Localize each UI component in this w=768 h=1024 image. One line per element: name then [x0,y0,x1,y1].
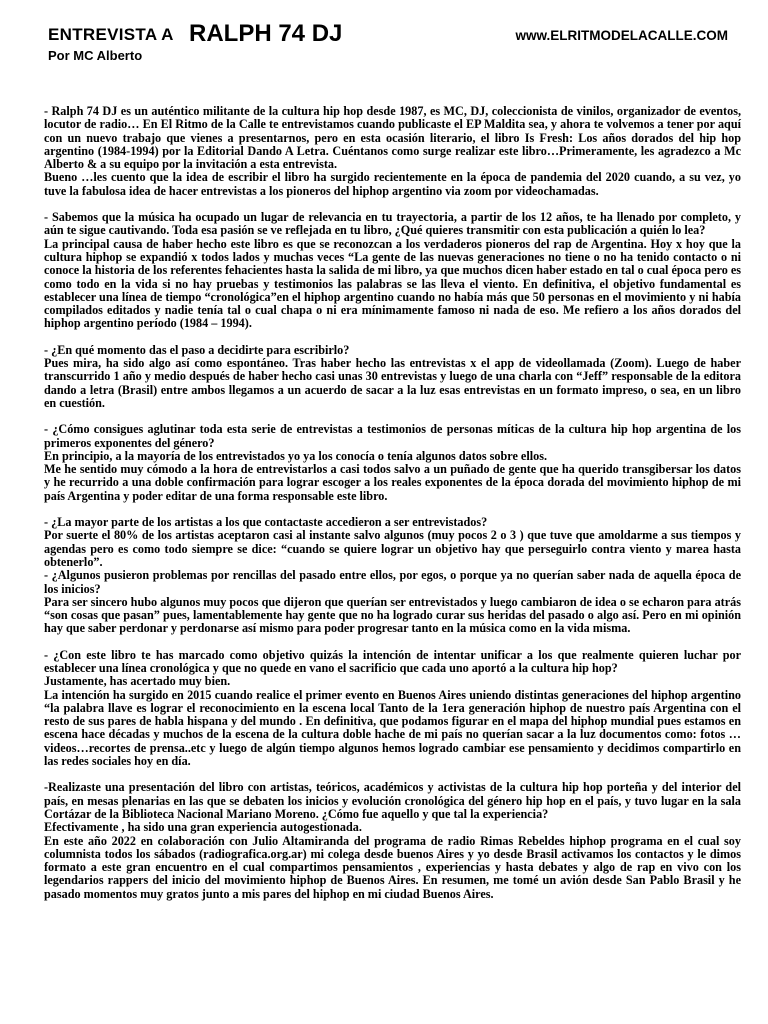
paragraph-line: Bueno …les cuento que la idea de escribir el libro ha surgido recientemente en la época de pandemia del 2020 cuando, a su vez, yo tuve la fabulosa idea de hacer entrevistas a los pioneros del hiphop argentino via zoom por videochamadas. [44,170,741,198]
paragraph-line: En principio, a la mayoría de los entrevistados yo ya los conocía o tenía algunos datos sobre ellos. [44,448,547,463]
paragraph-lead: - ¿Cómo consigues aglutinar toda esta serie de entrevistas a testimonios de personas míticas de la cultura hip hop argentina de los primeros exponentes del género? [44,422,741,450]
paragraph-line: Pues mira, ha sido algo así como espontáneo. Tras haber hecho las entrevistas x el app de videollamada (Zoom). Luego de haber transcurrido 1 año y medio después de haber hecho casi unas 30 entrevistas y luego de una charla con “Jeff” responsable de la editora dando a letra (Brasil) entre ambos llegamos a un acuerdo de sacar a la luz esas entrevistas en un formato impreso, o sea, en un libro en cuestión. [44,356,741,410]
document-header [48,20,738,63]
title-line [48,20,738,48]
paragraph-line: Justamente, has acertado muy bien. [44,674,231,689]
paragraph-line: Efectivamente , ha sido una gran experiencia autogestionada. [44,820,362,835]
paragraph-lead: - ¿En qué momento das el paso a decidirte para escribirlo? [44,342,350,357]
paragraph-line: - ¿Algunos pusieron problemas por rencillas del pasado entre ellos, por egos, o porque ya no querían saber nada de aquella época de los inicios? [44,568,741,596]
paragraph-line: Me he sentido muy cómodo a la hora de entrevistarlos a casi todos salvo a un puñado de gente que ha querido transgibersar los datos y he recurrido a una doble confirmación para lograr escoger a los reales exponentes de la época dorada del movimiento hiphop de mi país Argentina y poder editar de una forma responsable este libro. [44,462,741,503]
article-paragraph [44,781,741,901]
article-paragraph [44,516,741,636]
paragraph-line: La intención ha surgido en 2015 cuando realice el primer evento en Buenos Aires uniendo distintas generaciones del hiphop argentino “la palabra llave es lograr el reconocimiento en la escena local Tanto de la 1era generación hiphop de nuestro país Argentina con el resto de sus pares de habla hispana y del mundo . En definitiva, que podamos figurar en el mapa del hiphop mundial pues estamos en escena hace décadas y muchos de la escena de la cultura doble hache de mi país no querían sacar a la luz documentos como: fotos …videos…recortes de prensa..etc y luego de algún tiempo algunos hemos logrado cambiar ese pensamiento y decidimos compartirlo en las redes sociales hoy en día. [44,687,741,769]
title-name: RALPH 74 DJ [189,20,343,47]
article-paragraph [44,423,741,503]
paragraph-lead: - Ralph 74 DJ es un auténtico militante de la cultura hip hop desde 1987, es MC, DJ, coleccionista de vinilos, organizador de eventos, locutor de radio… En El Ritmo de la Calle te entrevistamos cuando publicaste el EP Maldita sea, y ahora te volvemos a tener por aquí con un nuevo trabajo que vienes a presentarnos, pero en esta ocasión literario, el libro Is Fresh: Los años dorados del hip hop argentino (1984-1994) por la Editorial Dando A Letra. Cuéntanos como surge realizar este libro…Primeramente, les agradezco a Mc Alberto & a su equipo por la invitación a esta entrevista. [44,104,741,172]
paragraph-line: Por suerte el 80% de los artistas aceptaron casi al instante salvo algunos (muy pocos 2 o 3 ) que tuve que amoldarme a sus tiempos y agendas pero es como todo siempre se dice: “cuando se quiere lograr un objetivo hay que perseguirlo contra viento y marea hasta obtenerlo”. [44,528,741,569]
paragraph-line: Para ser sincero hubo algunos muy pocos que dijeron que querían ser entrevistados y luego cambiaron de idea o se echaron para atrás “son cosas que pasan” pues, lamentablemente hay gente que no ha logrado curar sus heridas del pasado o algo así. Pero en mi opinión hay que saber perdonar y perdonarse así mismo para poder progresar tanto en la música como en la vida misma. [44,594,741,636]
article-paragraph [44,649,741,769]
title-prefix: ENTREVISTA A [48,25,174,44]
paragraph-lead: - ¿La mayor parte de los artistas a los que contactaste accedieron a ser entrevistados? [44,515,488,530]
article-paragraph [44,105,741,198]
article-paragraph [44,211,741,331]
paragraph-lead: - ¿Con este libro te has marcado como objetivo quizás la intención de intentar unificar a los que realmente quieren luchar por establecer una línea cronológica y que no quede en vano el sacrificio que cada uno aportó a la cultura hip hop? [44,647,741,675]
byline: Por MC Alberto [48,48,143,63]
paragraph-line: En este año 2022 en colaboración con Julio Altamiranda del programa de radio Rimas Rebeldes hiphop programa en el cual soy columnista todos los sábados (radiografica.org.ar) mi colega desde buenos Aires y yo desde Brasil activamos los contactos y le dimos formato a este gran encuentro en el cual compartimos pensamientos , experiencias y hasta debates y algo de rap en vivo con los legendarios rappers del inicio del movimiento hiphop de Buenos Aires. En resumen, me tomé un avión desde San Pablo Brasil y he pasado momentos muy gratos junto a mis pares del hiphop en mi ciudad Buenos Aires. [44,833,741,901]
paragraph-line: La principal causa de haber hecho este libro es que se reconozcan a los verdaderos pioneros del rap de Argentina. Hoy x hoy que la cultura hiphop se expandió x todos lados y muchas veces “La gente de las nuevas generaciones no tiene o no ha tenido contacto o ni conoce la historia de los referentes fehacientes hasta la salida de mi libro, ya que muchos dicen haber estado en tal o cual época pero es como todo en la vida si no hay pruebas y testimonios las palabras se las lleva el viento. En definitiva, el objetivo fundamental es establecer una línea de tiempo “cronológica”en el hiphop argentino cuando no había más que 50 personas en el movimiento y ni había compilados editados y nadie tenía tal o cual chapa o ni era mínimamente famoso ni nada de eso. Me refiero a los años dorados del hiphop argentino período (1984 – 1994). [44,236,741,331]
article-paragraph [44,344,741,410]
website-link[interactable]: www.ELRITMODELACALLE.COM [515,28,728,43]
paragraph-lead: - Sabemos que la música ha ocupado un lugar de relevancia en tu trayectoria, a partir de los 12 años, te ha llenado por completo, y aún te sigue cautivando. Toda esa pasión se ve reflejada en tu libro, ¿Qué quieres transmitir con esta publicación a quién lo lea? [44,210,741,238]
article-body [44,105,741,914]
paragraph-lead: -Realizaste una presentación del libro con artistas, teóricos, académicos y activistas de la cultura hip hop porteña y del interior del país, en mesas plenarias en las que se debaten los inicios y evolución cronológica del género hip hop en el país, y tuvo lugar en la sala Cortázar de la Biblioteca Nacional Mariano Moreno. ¿Cómo fue aquello y que tal la experiencia? [44,780,741,821]
